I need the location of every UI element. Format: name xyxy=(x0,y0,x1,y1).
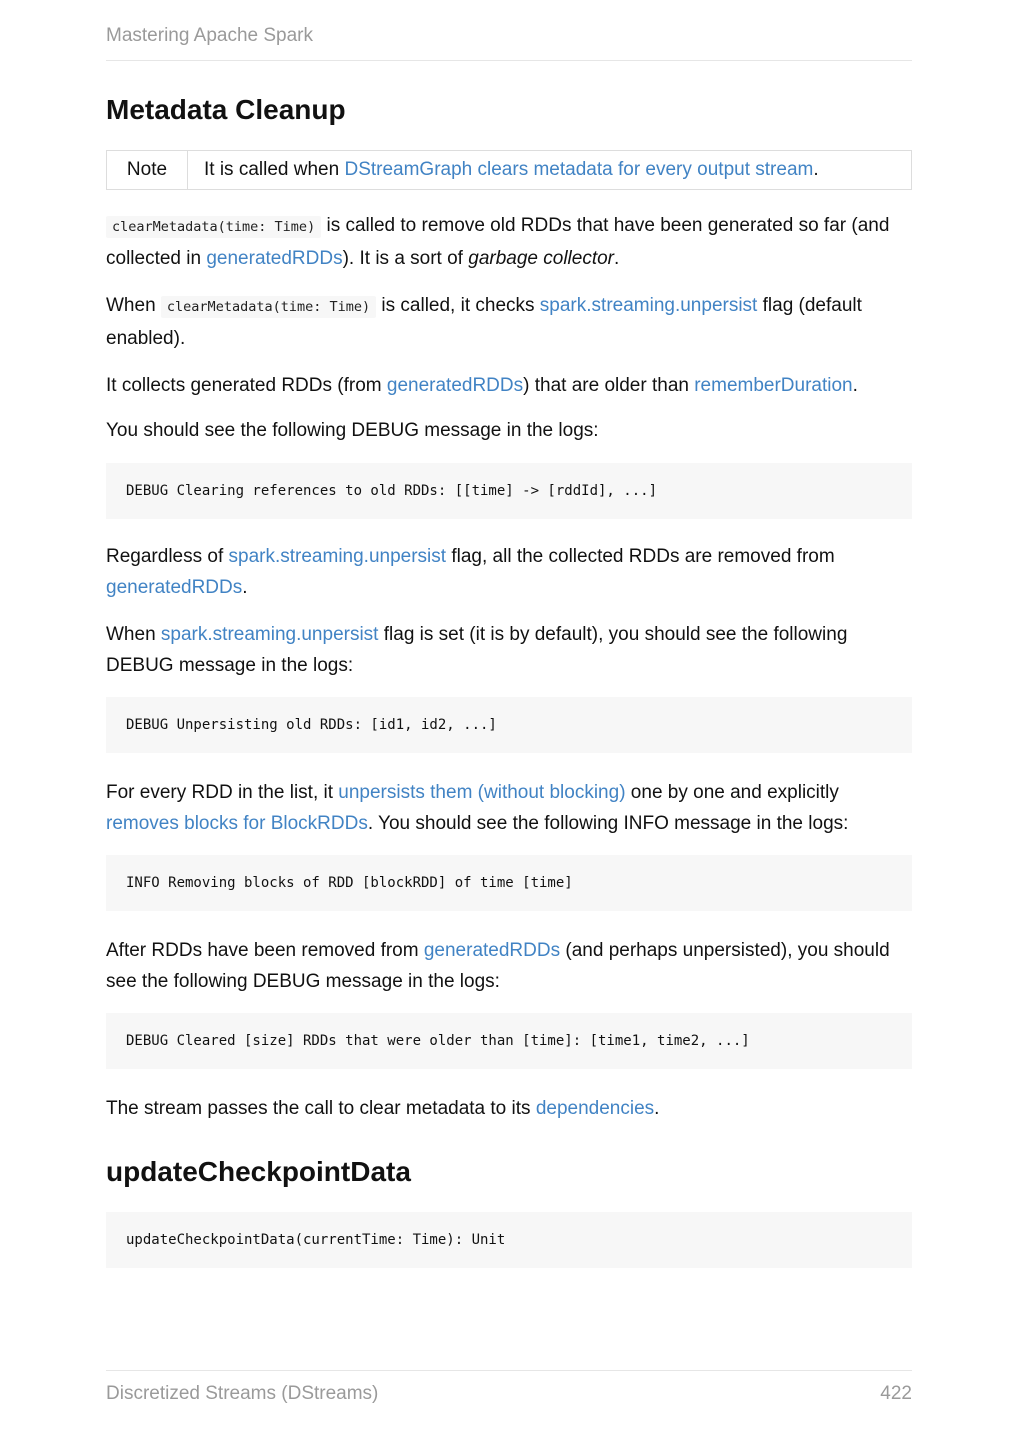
p3-text2: . xyxy=(852,375,858,396)
note-text-before: It is called when xyxy=(204,159,345,180)
p6-text1: flag is set (it is by default), you should see the following DEBUG message in the logs: xyxy=(106,624,848,676)
paragraph-when-called xyxy=(106,290,912,354)
code-block-update-checkpoint: updateCheckpointData(currentTime: Time): Unit xyxy=(106,1212,912,1268)
link-dependencies[interactable]: dependencies xyxy=(535,1098,655,1119)
paragraph-unpersist-set xyxy=(106,619,912,681)
code-block-clearing-references: DEBUG Clearing references to old RDDs: [[time] -> [rddId], ...] xyxy=(106,463,912,519)
p8-text0: After RDDs have been removed from xyxy=(106,940,424,961)
p2-text2: flag (default enabled). xyxy=(106,295,862,349)
link-unpersists-them[interactable]: unpersists them (without blocking) xyxy=(338,782,626,803)
page-footer xyxy=(106,1370,912,1420)
p9-text0: The stream passes the call to clear metadata to its xyxy=(106,1098,536,1119)
code-block-removing-blocks: INFO Removing blocks of RDD [blockRDD] of time [time] xyxy=(106,855,912,911)
paragraph-clear-metadata xyxy=(106,210,912,274)
link-remember-duration[interactable]: rememberDuration xyxy=(694,375,853,396)
p8-text1: (and perhaps unpersisted), you should see the following DEBUG message in the logs: xyxy=(106,940,890,992)
link-spark-streaming-unpersist-3[interactable]: spark.streaming.unpersist xyxy=(160,624,379,645)
link-spark-streaming-unpersist[interactable]: spark.streaming.unpersist xyxy=(539,295,758,316)
note-box xyxy=(106,150,912,190)
code-block-cleared: DEBUG Cleared [size] RDDs that were older than [time]: [time1, time2, ...] xyxy=(106,1013,912,1069)
paragraph-debug-intro: You should see the following DEBUG message in the logs: xyxy=(106,420,599,441)
p7-text1: one by one and explicitly xyxy=(625,782,839,803)
note-label: Note xyxy=(107,151,188,189)
p5-text2: . xyxy=(242,577,248,598)
link-removes-blocks[interactable]: removes blocks for BlockRDDs xyxy=(106,813,368,834)
inline-code-clear-metadata-2: clearMetadata(time: Time) xyxy=(161,296,376,318)
p2-text0: When xyxy=(106,295,161,316)
page-number: 422 xyxy=(880,1383,912,1404)
p5-text1: flag, all the collected RDDs are removed from xyxy=(446,546,835,567)
link-generated-rdds[interactable]: generatedRDDs xyxy=(206,248,343,269)
paragraph-after-removed xyxy=(106,935,912,997)
p3-text1: ) that are older than xyxy=(523,375,695,396)
page-content xyxy=(106,92,912,1268)
section-title-metadata-cleanup: Metadata Cleanup xyxy=(106,94,346,125)
link-spark-streaming-unpersist-2[interactable]: spark.streaming.unpersist xyxy=(228,546,447,567)
p6-text0: When xyxy=(106,624,161,645)
p3-text0: It collects generated RDDs (from xyxy=(106,375,387,396)
paragraph-every-rdd xyxy=(106,777,912,839)
link-generated-rdds-4[interactable]: generatedRDDs xyxy=(423,940,561,961)
p1-text2: ). It is a sort of xyxy=(342,248,469,269)
p9-text1: . xyxy=(654,1098,660,1119)
note-text xyxy=(188,151,819,189)
book-title: Mastering Apache Spark xyxy=(106,25,314,46)
note-text-after: . xyxy=(813,159,819,180)
link-generated-rdds-2[interactable]: generatedRDDs xyxy=(386,375,524,396)
link-generated-rdds-3[interactable]: generatedRDDs xyxy=(106,577,243,598)
p1-emphasis: garbage collector xyxy=(468,248,615,269)
paragraph-regardless xyxy=(106,541,912,603)
section-title-update-checkpoint: updateCheckpointData xyxy=(106,1156,411,1187)
p2-text1: is called, it checks xyxy=(376,295,540,316)
paragraph-dependencies xyxy=(106,1093,912,1124)
paragraph-collects xyxy=(106,370,912,401)
chapter-title: Discretized Streams (DStreams) xyxy=(106,1383,379,1404)
p1-text3: . xyxy=(614,248,620,269)
p1-text1: is called to remove old RDDs that have been generated so far (and collected in xyxy=(106,215,890,269)
p5-text0: Regardless of xyxy=(106,546,229,567)
code-block-unpersisting: DEBUG Unpersisting old RDDs: [id1, id2, ...] xyxy=(106,697,912,753)
inline-code-clear-metadata: clearMetadata(time: Time) xyxy=(106,216,321,238)
link-dstreamgraph-clear-metadata[interactable]: DStreamGraph clears metadata for every output stream xyxy=(344,159,814,180)
p7-text2: . You should see the following INFO message in the logs: xyxy=(367,813,849,834)
page-header xyxy=(106,24,912,61)
p7-text0: For every RDD in the list, it xyxy=(106,782,339,803)
